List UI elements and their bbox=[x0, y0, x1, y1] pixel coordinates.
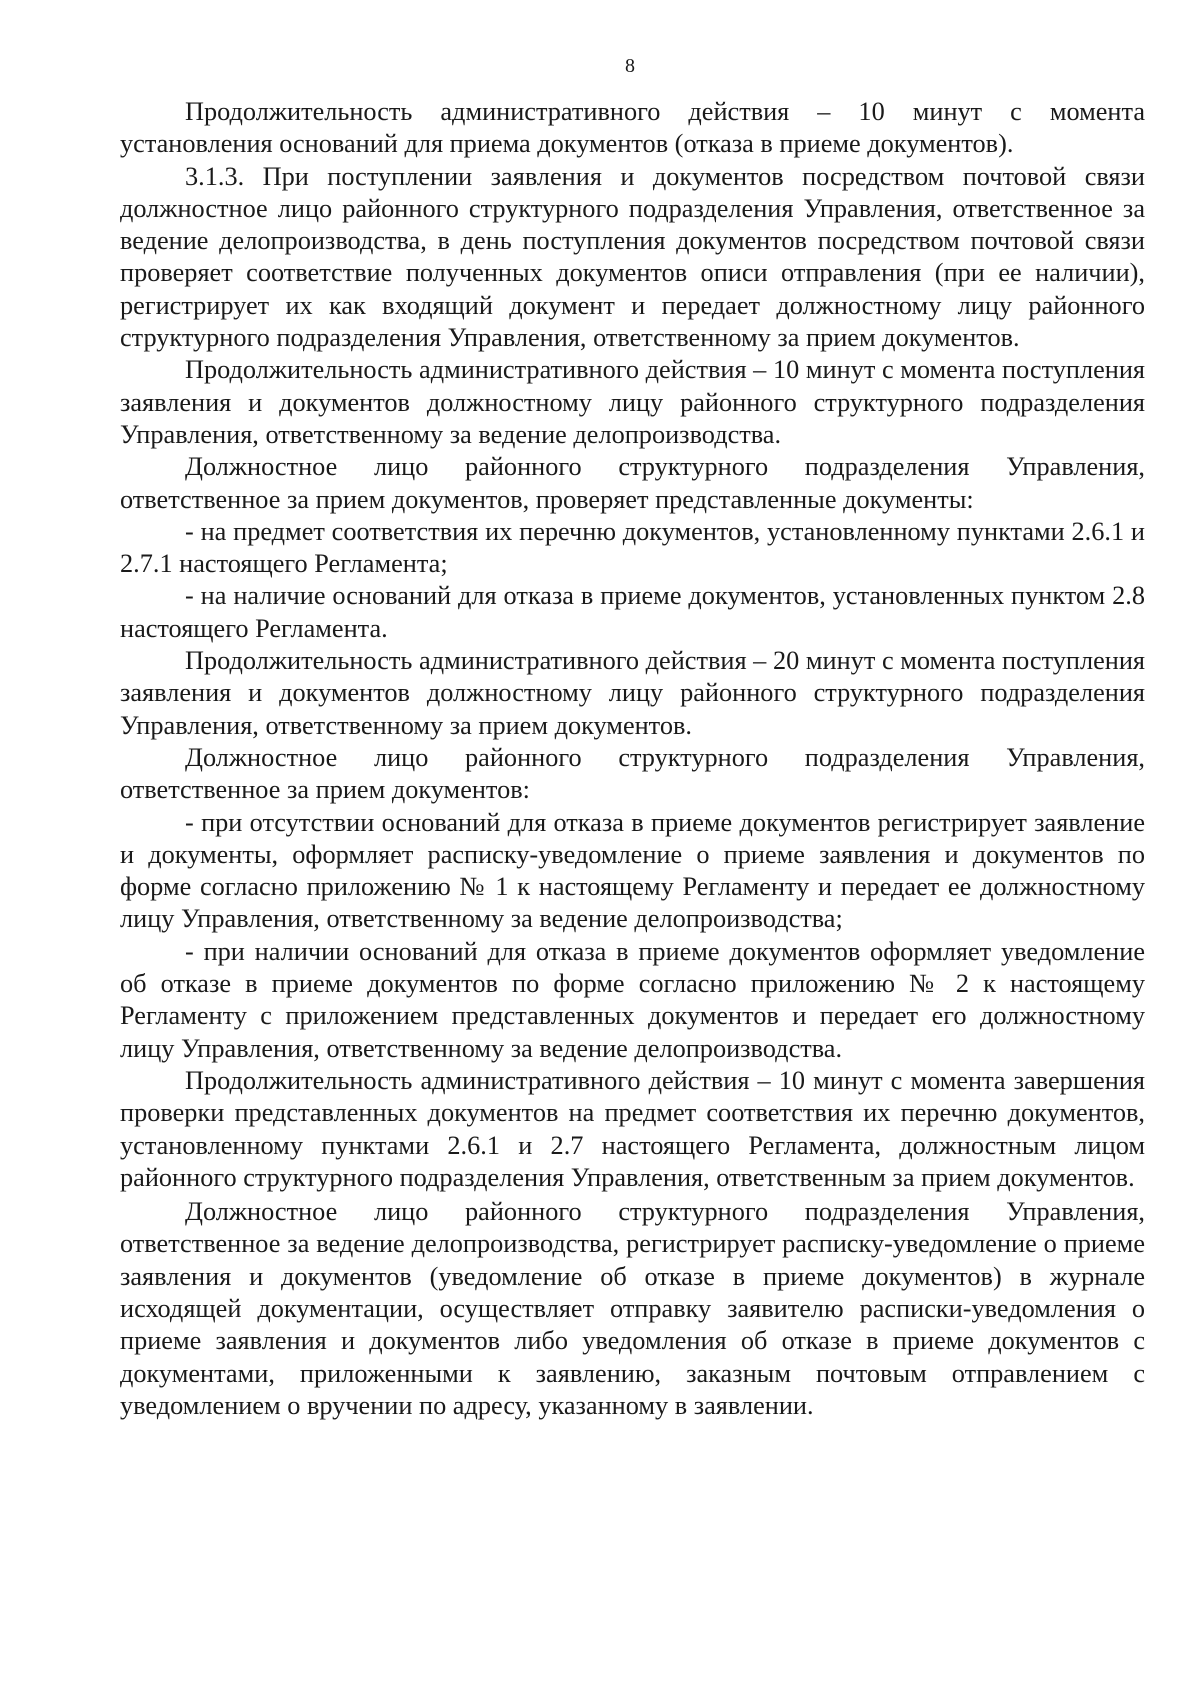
list-item-compliance: - на предмет соответствия их перечню документов, установленному пунктами 2.6.1 и 2.7.1 настоящего Регламента; bbox=[120, 516, 1145, 579]
list-item-refusal-grounds: - на наличие оснований для отказа в приеме документов, установленных пунктом 2.8 настоящего Регламента. bbox=[120, 581, 1145, 643]
paragraph-duration-1: Продолжительность административного действия – 10 минут с момента установления оснований для приема документов (отказа в приеме документов). bbox=[120, 97, 1145, 159]
paragraph-duration-4: Продолжительность административного действия – 10 минут с момента завершения проверки представленных документов на предмет соответствия их перечню документов, установленному пунктами 2.6.1 и 2.7 настоящего Регламента, должностным лицом районного структурного подразделения Управления, ответственным за прием документов. bbox=[120, 1065, 1145, 1192]
paragraph-registration-dispatch: Должностное лицо районного структурного подразделения Управления, ответственное за ведение делопроизводства, регистрирует расписку-уведомление о приеме заявления и документов (уведомление об отказе в приеме документов) в журнале исходящей документации, осуществляет отправку заявителю расписки-уведомления о приеме заявления и документов либо уведомления об отказе в приеме документов с документами, приложенными к заявлению, заказным почтовым отправлением с уведомлением о вручении по адресу, указанному в заявлении. bbox=[120, 1197, 1145, 1420]
page-number: 8 bbox=[625, 55, 635, 77]
document-body bbox=[120, 96, 1145, 1422]
list-item-refusal: - при наличии оснований для отказа в приеме документов оформляет уведомление об отказе в приеме документов по форме согласно приложению № 2 к настоящему Регламенту с приложением представленных документов и передает его должностному лицу Управления, ответственному за ведение делопроизводства. bbox=[120, 936, 1145, 1063]
paragraph-duration-3: Продолжительность административного действия – 20 минут с момента поступления заявления и документов должностному лицу районного структурного подразделения Управления, ответственному за прием документов. bbox=[120, 646, 1145, 740]
paragraph-official-actions: Должностное лицо районного структурного подразделения Управления, ответственное за прием документов: bbox=[120, 742, 1145, 805]
paragraph-section-3-1-3: 3.1.3. При поступлении заявления и документов посредством почтовой связи должностное лицо районного структурного подразделения Управления, ответственное за ведение делопроизводства, в день поступления документов посредством почтовой связи проверяет соответствие полученных документов описи отправления (при ее наличии), регистрирует их как входящий документ и передает должностному лицу районного структурного подразделения Управления, ответственному за прием документов. bbox=[120, 161, 1145, 353]
paragraph-official-checks: Должностное лицо районного структурного подразделения Управления, ответственное за прием документов, проверяет представленные документы: bbox=[120, 452, 1145, 514]
paragraph-duration-2: Продолжительность административного действия – 10 минут с момента поступления заявления и документов должностному лицу районного структурного подразделения Управления, ответственному за ведение делопроизводства. bbox=[120, 355, 1145, 449]
list-item-no-refusal: - при отсутствии оснований для отказа в приеме документов регистрирует заявление и документы, оформляет расписку-уведомление о приеме заявления и документов по форме согласно приложению № 1 к настоящему Регламенту и передает ее должностному лицу Управления, ответственному за ведение делопроизводства; bbox=[120, 807, 1145, 934]
